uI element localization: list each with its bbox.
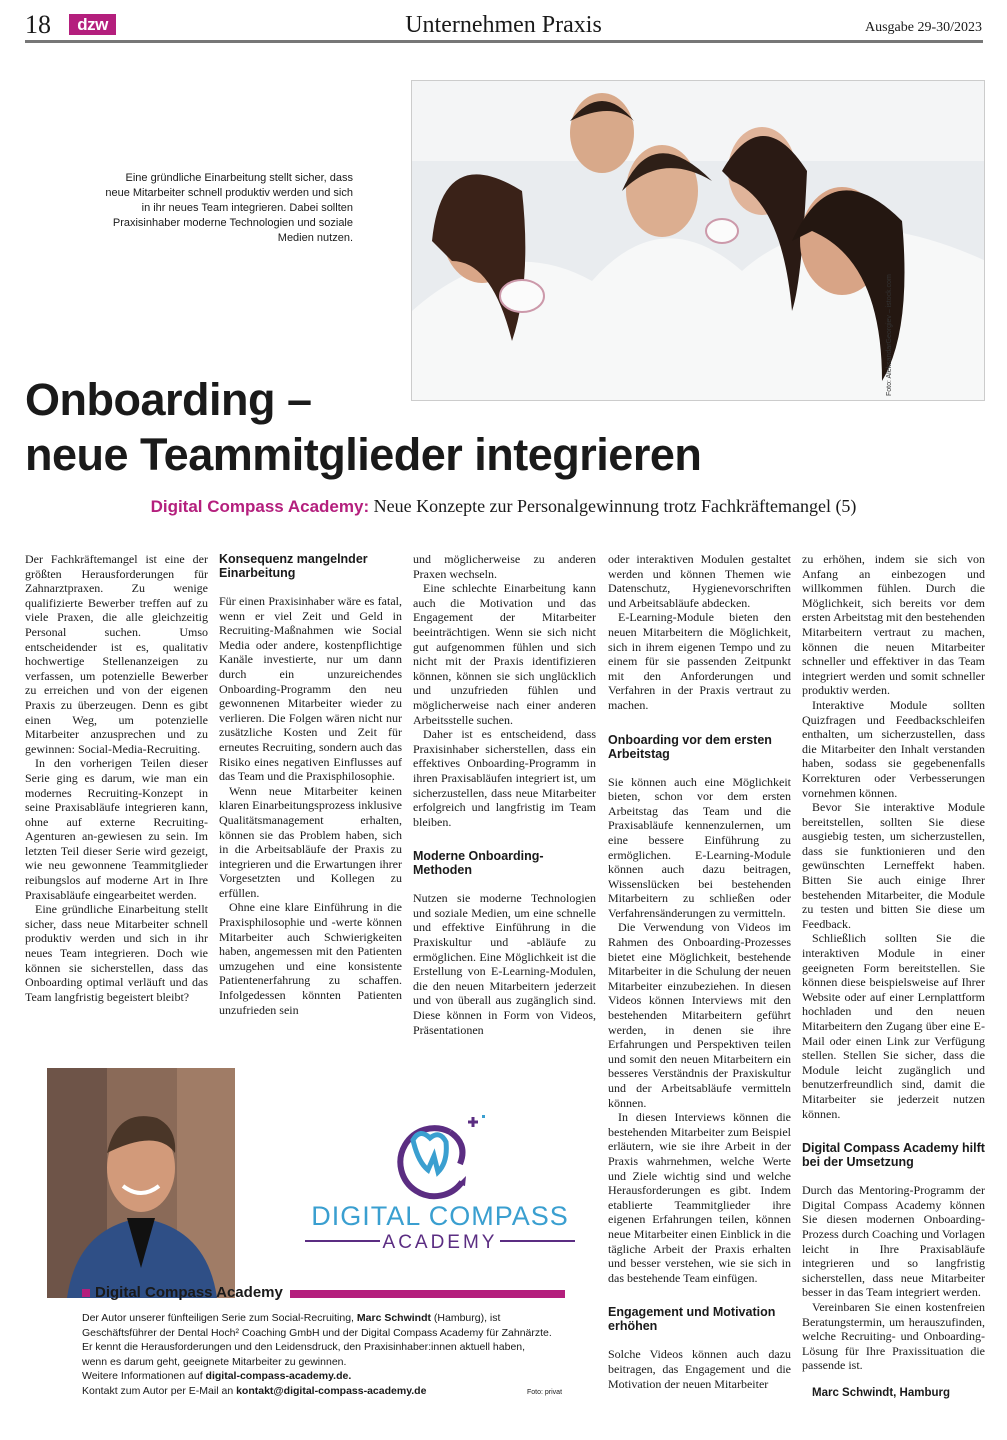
paragraph: Sie können auch eine Möglichkeit bieten, schon vor dem ersten Arbeitstag das Team und die Praxisabläufe kennenzulernen, um eine bessere Einführung zu ermöglichen. E-Learning-Module können auch dazu beitragen, Wissenslücken bei bestehenden Mitarbeitern zu schließen oder Verfahrensänderungen zu vermitteln. xyxy=(608,774,791,920)
author-name: Marc Schwindt xyxy=(356,1312,431,1324)
author-photo xyxy=(47,1068,235,1298)
article-column-5 xyxy=(802,552,985,1399)
paragraph: E-Learning-Module bieten den neuen Mitarbeitern die Möglichkeit, sich in ihrem eigenen Tempo und zu einem für sie passenden Zeitpunkt mit den Anforderungen und Verfahren in der Praxis vertraut zu machen. xyxy=(608,610,791,712)
headline xyxy=(25,372,701,482)
author-signature: Marc Schwindt, Hamburg xyxy=(812,1386,951,1399)
photo-caption: Eine gründliche Einarbeitung stellt sicher, dass neue Mitarbeiter schnell produktiv werden und sich in ihr neues Team integrieren. Dabei sollten Praxisinhaber moderne Technologien und soziale Medien nutzen. xyxy=(105,172,353,244)
issue-label: Ausgabe 29-30/2023 xyxy=(864,20,982,35)
headline-line-2: neue Teammitglieder integrieren xyxy=(25,429,702,480)
paragraph: Schließlich sollten Sie die interaktiven Module in einer geeigneten Form bereitstellen. Sie können diese beispielsweise auf Ihrer Website oder auf einer Lernplattform hochladen und den neuen Mitarbeitern den Zugang über eine E-Mail oder einen Link zur Verfügung stellen. Stellen Sie sicher, dass die Module leicht zugänglich und benutzerfreundlich sind, damit die Mitarbeiter sie jederzeit nutzen können. xyxy=(802,931,985,1121)
author-box-text xyxy=(82,1311,552,1399)
subheading: Onboarding vor dem ersten Arbeitstag xyxy=(608,732,772,761)
paragraph: und möglicherweise zu anderen Praxen wechseln. xyxy=(413,552,596,581)
subheading: Konsequenz mangelnder Einarbeitung xyxy=(219,552,368,580)
subheadline-kicker: Digital Compass Academy: xyxy=(150,497,370,516)
header-rule xyxy=(25,40,983,43)
subheadline xyxy=(0,496,1007,517)
paragraph: Vereinbaren Sie einen kostenfreien Beratungstermin, um herauszufinden, welche Recruiting- und Onboarding-Lösung für Ihre Praxissituation die passende ist. xyxy=(802,1299,985,1373)
author-box-bar xyxy=(290,1290,565,1298)
page-number: 18 xyxy=(25,10,51,39)
subheading: Engagement und Motivation erhöhen xyxy=(608,1305,776,1334)
paragraph: Bevor Sie interaktive Module bereitstellen, sollten Sie diese ausgiebig testen, um sicherzustellen, dass sie funktionieren und den gewünschten Lerneffekt haben. Bitten Sie auch einige Ihrer bestehenden Mitarbeiter, die Module zu testen und bitten Sie diese um Feedback. xyxy=(802,800,985,931)
paragraph: Interaktive Module sollten Quizfragen und Feedbackschleifen enthalten, um sicherzustellen, dass die Mitarbeiter den Inhalt verstanden haben, sodass sie gegebenenfalls Korrekturen oder Verbesserungen vornehmen können. xyxy=(802,697,985,800)
article-column-2 xyxy=(219,552,402,1017)
photo-credit: Foto: AleksandarGeorgiev – istock.com xyxy=(886,274,893,396)
paragraph: In diesen Interviews können die bestehenden Mitarbeiter zum Beispiel erläutern, wie sie ihre Arbeit in der Praxis wahrnehmen, welche Werte und Ziele wichtig sind und welche Herausforderungen es gibt. Indem etablierte Teammitglieder ihre eigenen Erfahrungen teilen, können neue Mitarbeiter einen Einblick in die tägliche Arbeit der Praxis erhalten und besser verstehen, wie sie sich in das bestehende Team einfügen. xyxy=(608,1110,791,1285)
paragraph: Daher ist es entscheidend, dass Praxisinhaber sicherstellen, dass ein effektives Onboarding-Programm in ihren Praxisabläufen integriert ist, um sicherzustellen, dass neue Mitarbeiter erfolgreich und langfristig im Team bleiben. xyxy=(413,727,596,829)
paragraph: In den vorherigen Teilen dieser Serie ging es darum, wie man ein modernes Recruiting-Konzept in seine Praxisabläufe integrieren kann, ohne auf externe Recruiting-Agenturen an-gewiesen zu sein. Im letzten Teil dieser Serie wird gezeigt, wie neu gewonnene Teammitglieder reibungslos auf moderne Art in Ihre Praxisabläufe eingearbeitet werden. xyxy=(25,756,208,902)
paragraph: Eine gründliche Einarbeitung stellt sicher, dass neue Mitarbeiter schnell produktiv werden und sich in ihr neues Team integrieren. Doch wie können sie sicherstellen, dass das Onboarding optimal verläuft und das Team langfristig begeistert bleibt? xyxy=(25,902,208,1004)
paragraph: oder interaktiven Modulen gestaltet werden und können Themen wie Datenschutz, Hygienevorschriften und Arbeitsabläufe abdecken. xyxy=(608,552,791,610)
team-photo xyxy=(411,80,985,401)
paragraph: Eine schlechte Einarbeitung kann auch die Motivation und das Engagement der Mitarbeiter beeinträchtigen. Wenn sie sich nicht gut aufgenommen fühlen und sich nicht mit der Praxis identifizieren können, können sie sich unglücklich und unzufrieden fühlen und möglicherweise nach einer anderen Arbeitsstelle suchen. xyxy=(413,581,596,727)
paragraph: Ohne eine klare Einführung in die Praxisphilosophie und -werte können Mitarbeiter auch Schwierigkeiten haben, angemessen mit den Patienten umzugehen und eine konsistente Patientenerfahrung zu schaffen. Infolgedessen könnten Patienten unzufrieden sein xyxy=(219,900,402,1017)
author-bio-text: (Hamburg), ist Geschäftsführer der Dental Hoch² Coaching GmbH und der Digital Compass Academy für Zahnärzte. Er kennt die Herausforderungen und den Leidensdruck, den Praxisinhaber:innen aktuell haben, wenn es darum geht, geeignete Mitarbeiter zu gewinnen. xyxy=(82,1312,552,1368)
email-link[interactable]: kontakt@digital-compass-academy.de xyxy=(236,1384,427,1397)
article-column-4 xyxy=(608,552,791,1391)
author-box-title xyxy=(82,1284,283,1301)
website-link[interactable]: digital-compass-academy.de. xyxy=(205,1370,352,1383)
paragraph: Durch das Mentoring-Programm der Digital Compass Academy können Sie diesen modernen Onboarding-Prozess durch Coaching und Vorlagen leicht in Ihre Praxisabläufe integrieren und so langfristig sicherstellen, dass neue Mitarbeiter besser in das Team integriert werden. xyxy=(802,1183,985,1300)
article-column-1 xyxy=(25,552,208,1004)
website-label: Weitere Informationen auf xyxy=(82,1370,206,1383)
subheadline-text: Neue Konzepte zur Personalgewinnung trotz Fachkräftemangel (5) xyxy=(369,496,857,516)
author-bio-text: Der Autor unserer fünfteiligen Serie zum Social-Recruiting, xyxy=(82,1312,357,1324)
paragraph: Solche Videos können auch dazu beitragen, das Engagement und die Motivation der neuen Mitarbeiter xyxy=(608,1347,791,1391)
subheading: Digital Compass Academy hilft bei der Umsetzung xyxy=(802,1141,985,1170)
email-label: Kontakt zum Autor per E-Mail an xyxy=(82,1384,237,1397)
author-photo-credit: Foto: privat xyxy=(527,1389,563,1396)
paragraph: Nutzen sie moderne Technologien und soziale Medien, um eine schnelle und effektive Einführung in die Praxiskultur und -abläufe zu ermöglichen. Eine Möglichkeit ist die Erstellung von E-Learning-Modulen, die den neuen Mitarbeitern jederzeit und von überall aus zugänglich sind. Diese können in Form von Videos, Präsentationen xyxy=(413,891,596,1037)
paragraph: Für einen Praxisinhaber wäre es fatal, wenn er viel Zeit und Geld in Recruiting-Maßnahmen wie Social Media oder andere, kostenpflichtige Kanäle investierte, nur um dann durch ein unzureichendes Onboarding-Programm den neu gewonnenen Mitarbeiter wieder zu verlieren. Die Folgen wären nicht nur zusätzliche Kosten und Zeit für erneutes Recruiting, sondern auch das Risiko eines negativen Einflusses auf das Team und die Praxisphilosophie. xyxy=(219,594,402,784)
square-bullet-icon xyxy=(82,1289,90,1297)
author-box-title-text: Digital Compass Academy xyxy=(95,1284,283,1301)
headline-line-1: Onboarding – xyxy=(25,374,312,425)
article-column-3 xyxy=(413,552,596,1037)
dzw-logo: dzw xyxy=(69,14,116,35)
logo-text-line-1: DIGITAL COMPASS xyxy=(311,1201,569,1231)
logo-text-line-2: ACADEMY xyxy=(382,1232,498,1252)
section-title: Unternehmen Praxis xyxy=(405,12,602,38)
paragraph: zu erhöhen, indem sie sich von Anfang an einbezogen und willkommen fühlen. Durch die Möglichkeit, sich bereits vor dem ersten Arbeitstag mit den bestehenden Mitarbeitern vertraut zu machen, können die neuen Mitarbeiter schneller und effektiver in das Team integriert werden und somit schneller produktiv werden. xyxy=(802,552,985,698)
paragraph: Die Verwendung von Videos im Rahmen des Onboarding-Prozesses bietet eine Möglichkeit, bestehende Mitarbeiter in die Schulung der neuen Mitarbeiter einzubeziehen. In diesen Videos können Interviews mit den bestehenden Mitarbeitern geführt werden, in denen sie ihre Erfahrungen und Perspektiven teilen und somit den neuen Mitarbeitern ein besseres Verständnis der Praxiskultur und der Arbeitsabläufe vermitteln können. xyxy=(608,920,791,1110)
paragraph: Wenn neue Mitarbeiter keinen klaren Einarbeitungsprozess inklusive Qualitätsmanagement erhalten, können sie das Problem haben, sich in die Arbeitsabläufe der Praxis zu integrieren und die Erwartungen ihrer Vorgesetzten und Kollegen zu erfüllen. xyxy=(219,783,402,900)
paragraph: Der Fachkräftemangel ist eine der größten Herausforderungen für Zahnarztpraxen. Zu wenige qualifizierte Bewerber treffen auf zu viele Praxen, die alle gleichzeitig Personal suchen. Umso entscheidender ist es, qualitativ hochwertige Stellenanzeigen zu verfassen, um potenzielle Bewerber zu erreichen und von der eigenen Praxis zu überzeugen. Denn es gibt einen Weg, um potenzielle Mitarbeiter anzusprechen und zu gewinnen: Social-Media-Recruiting. xyxy=(25,552,208,756)
subheading: Moderne Onboarding-Methoden xyxy=(413,849,544,878)
digital-compass-academy-logo xyxy=(300,1112,580,1252)
